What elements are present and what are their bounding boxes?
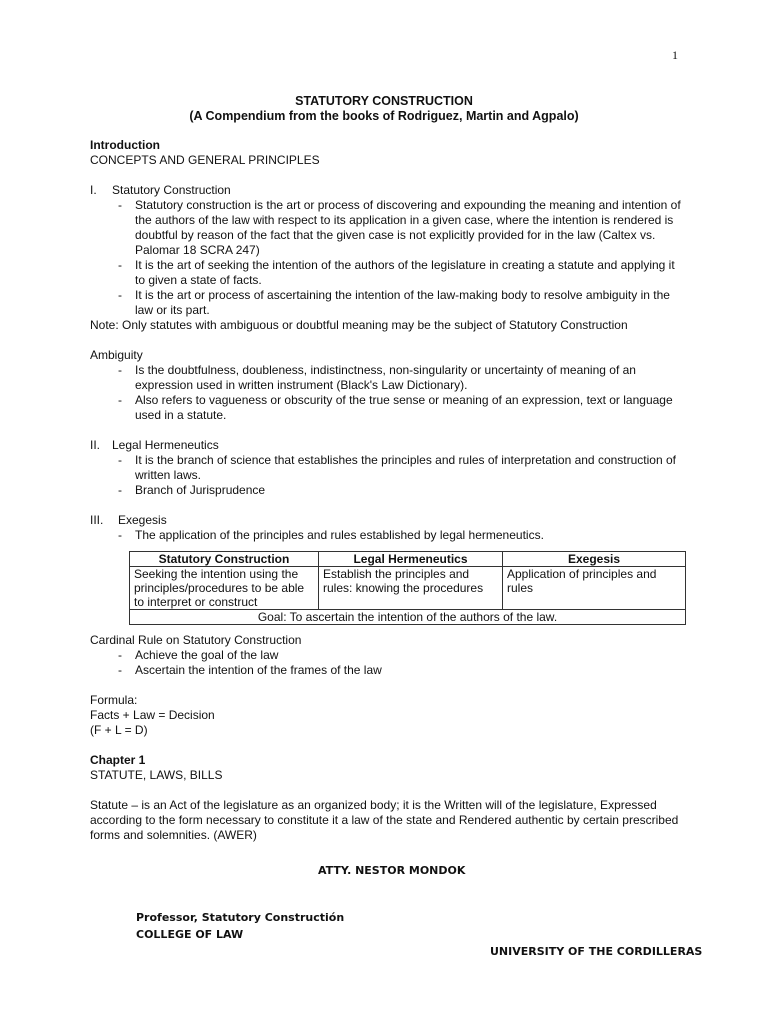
list-item-text: It is the art of seeking the intention of the authors of the legislature in creating a statute and applying it to given a state of facts. [135, 258, 675, 287]
list-item [90, 528, 686, 543]
cardinal-heading: Cardinal Rule on Statutory Construction [90, 633, 302, 647]
list-item [90, 288, 686, 318]
list-item [90, 198, 686, 258]
list-item [90, 258, 686, 288]
list-item-text: Statutory construction is the art or process of discovering and expounding the meaning and intention of the authors of the law with respect to its application in a given case, where the intention is rendered is doubtful by reason of the fact that the given case is not explicitly provided for in the law (Caltex vs. Palomar 18 SCRA 247) [135, 198, 681, 257]
author-position: Professor, Statutory Constructión [136, 911, 345, 924]
section-number: I. [90, 183, 97, 197]
table-row [130, 610, 686, 625]
section-title: Exegesis [118, 513, 167, 527]
column-header: Legal Hermeneutics [319, 552, 503, 567]
intro-heading: Introduction [90, 138, 160, 152]
table-header-row [130, 552, 686, 567]
table-cell: Seeking the intention using the principles/procedures to be able to interpret or construct [130, 567, 319, 610]
list-item-text: Also refers to vagueness or obscurity of the true sense or meaning of an expression, text or language used in a statute. [135, 393, 673, 422]
section-title: Statutory Construction [112, 183, 231, 197]
list-item-text: The application of the principles and rules established by legal hermeneutics. [135, 528, 544, 542]
college-name: COLLEGE OF LAW [136, 928, 244, 941]
ambiguity-heading: Ambiguity [90, 348, 143, 362]
section-1-list [90, 198, 686, 318]
formula-line-2: (F + L = D) [90, 723, 148, 737]
list-item [90, 483, 686, 498]
statute-definition: Statute – is an Act of the legislature as an organized body; it is the Written will of the legislature, Expressed according to the form necessary to constitute it a law of the state and Rendered authentic by certain prescribed forms and solemnities. (AWER) [90, 798, 679, 842]
author-name: ATTY. NESTOR MONDOK [318, 864, 466, 877]
section-2-heading [90, 438, 686, 453]
list-item-text: Is the doubtfulness, doubleness, indistinctness, non-singularity or uncertainty of meaning of an expression used in written instrument (Black's Law Dictionary). [135, 363, 636, 392]
note: Note: Only statutes with ambiguous or doubtful meaning may be the subject of Statutory Construction [90, 318, 628, 332]
dash-bullet: - [118, 288, 122, 302]
title-line-1: STATUTORY CONSTRUCTION [295, 94, 473, 108]
formula-line-1: Facts + Law = Decision [90, 708, 215, 722]
list-item [90, 648, 686, 663]
dash-bullet: - [118, 453, 122, 467]
dash-bullet: - [118, 648, 122, 662]
dash-bullet: - [118, 528, 122, 542]
list-item [90, 393, 686, 423]
list-item-text: Branch of Jurisprudence [135, 483, 266, 497]
cardinal-list [90, 648, 686, 678]
title-line-2: (A Compendium from the books of Rodriguez, Martin and Agpalo) [189, 109, 579, 123]
section-3-heading [90, 513, 686, 528]
column-header: Exegesis [503, 552, 686, 567]
list-item [90, 453, 686, 483]
table-cell: Establish the principles and rules: knowing the procedures [319, 567, 503, 610]
dash-bullet: - [118, 363, 122, 377]
table-row [130, 567, 686, 610]
table-cell: Application of principles and rules [503, 567, 686, 610]
comparison-table [129, 551, 686, 625]
chapter-heading: Chapter 1 [90, 753, 146, 767]
list-item [90, 663, 686, 678]
section-title: Legal Hermeneutics [112, 438, 219, 452]
section-1-heading [90, 183, 686, 198]
list-item-text: Achieve the goal of the law [135, 648, 279, 662]
university-name: UNIVERSITY OF THE CORDILLERAS [490, 945, 703, 958]
section-2-list [90, 453, 686, 498]
dash-bullet: - [118, 258, 122, 272]
dash-bullet: - [118, 663, 122, 677]
ambiguity-list [90, 363, 686, 423]
list-item [90, 363, 686, 393]
formula-label: Formula: [90, 693, 138, 707]
dash-bullet: - [118, 483, 122, 497]
list-item-text: It is the art or process of ascertaining the intention of the law-making body to resolve ambiguity in the law or its part. [135, 288, 670, 317]
column-header: Statutory Construction [130, 552, 319, 567]
section-number: II. [90, 438, 101, 452]
intro-subheading: CONCEPTS AND GENERAL PRINCIPLES [90, 153, 320, 167]
section-3-list [90, 528, 686, 543]
goal-cell: Goal: To ascertain the intention of the authors of the law. [130, 610, 686, 625]
dash-bullet: - [118, 198, 122, 212]
list-item-text: It is the branch of science that establishes the principles and rules of interpretation and construction of written laws. [135, 453, 676, 482]
dash-bullet: - [118, 393, 122, 407]
chapter-subheading: STATUTE, LAWS, BILLS [90, 768, 223, 782]
document-title [0, 94, 768, 124]
document-body [90, 138, 686, 843]
page-number: 1 [672, 48, 678, 62]
section-number: III. [90, 513, 104, 527]
list-item-text: Ascertain the intention of the frames of the law [135, 663, 382, 677]
